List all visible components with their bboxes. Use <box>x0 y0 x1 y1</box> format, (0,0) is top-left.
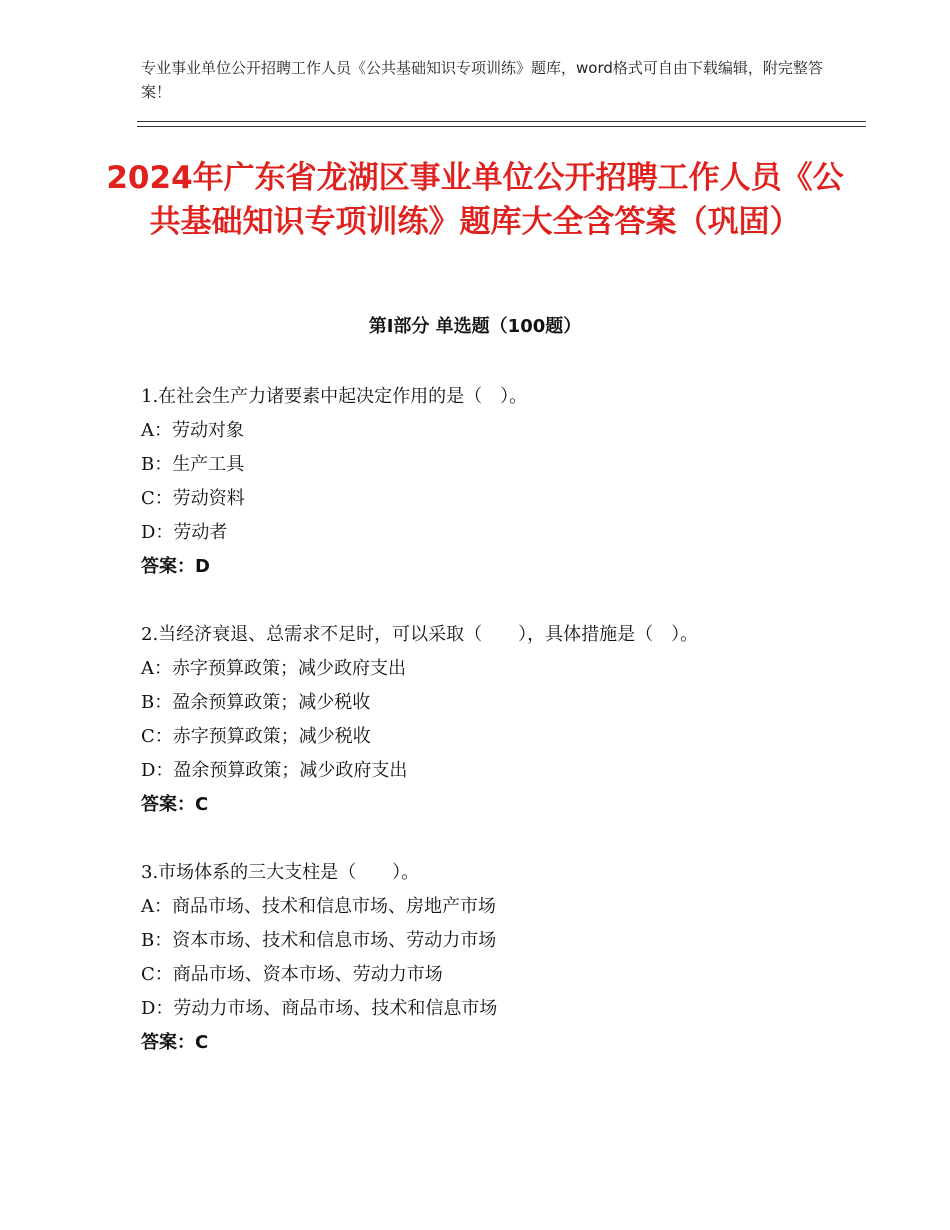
option-b: B：资本市场、技术和信息市场、劳动力市场 <box>141 930 497 951</box>
question-stem: 1.在社会生产力诸要素中起决定作用的是（ ）。 <box>141 386 528 407</box>
option-d: D：劳动力市场、商品市场、技术和信息市场 <box>141 998 498 1019</box>
option-c: C：商品市场、资本市场、劳动力市场 <box>141 964 443 985</box>
question-stem: 3.市场体系的三大支柱是（ ）。 <box>141 862 420 883</box>
option-a: A：商品市场、技术和信息市场、房地产市场 <box>141 896 496 917</box>
question-3 <box>141 856 781 1060</box>
option-b: B：盈余预算政策；减少税收 <box>141 692 371 713</box>
option-a: A：赤字预算政策；减少政府支出 <box>141 658 406 679</box>
option-c: C：劳动资料 <box>141 488 245 509</box>
question-list <box>141 380 781 1060</box>
header-note: 专业事业单位公开招聘工作人员《公共基础知识专项训练》题库，word格式可自由下载编辑，附完整答案！ <box>141 59 823 101</box>
option-c: C：赤字预算政策；减少税收 <box>141 726 371 747</box>
option-d: D：劳动者 <box>141 522 228 543</box>
question-stem: 2.当经济衰退、总需求不足时，可以采取（ ），具体措施是（ ）。 <box>141 624 699 645</box>
option-a: A：劳动对象 <box>141 420 244 441</box>
question-2 <box>141 618 781 822</box>
option-b: B：生产工具 <box>141 454 245 475</box>
answer-line: 答案：C <box>141 1032 209 1053</box>
header-divider <box>137 121 866 127</box>
document-title: 2024年广东省龙湖区事业单位公开招聘工作人员《公共基础知识专项训练》题库大全含答案（巩固） <box>106 160 844 240</box>
question-1 <box>141 380 781 584</box>
option-d: D：盈余预算政策；减少政府支出 <box>141 760 408 781</box>
answer-line: 答案：C <box>141 794 209 815</box>
question-spacer <box>141 822 781 856</box>
section-title: 第Ⅰ部分 单选题（100题） <box>368 316 582 337</box>
question-spacer <box>141 584 781 618</box>
answer-line: 答案：D <box>141 556 210 577</box>
